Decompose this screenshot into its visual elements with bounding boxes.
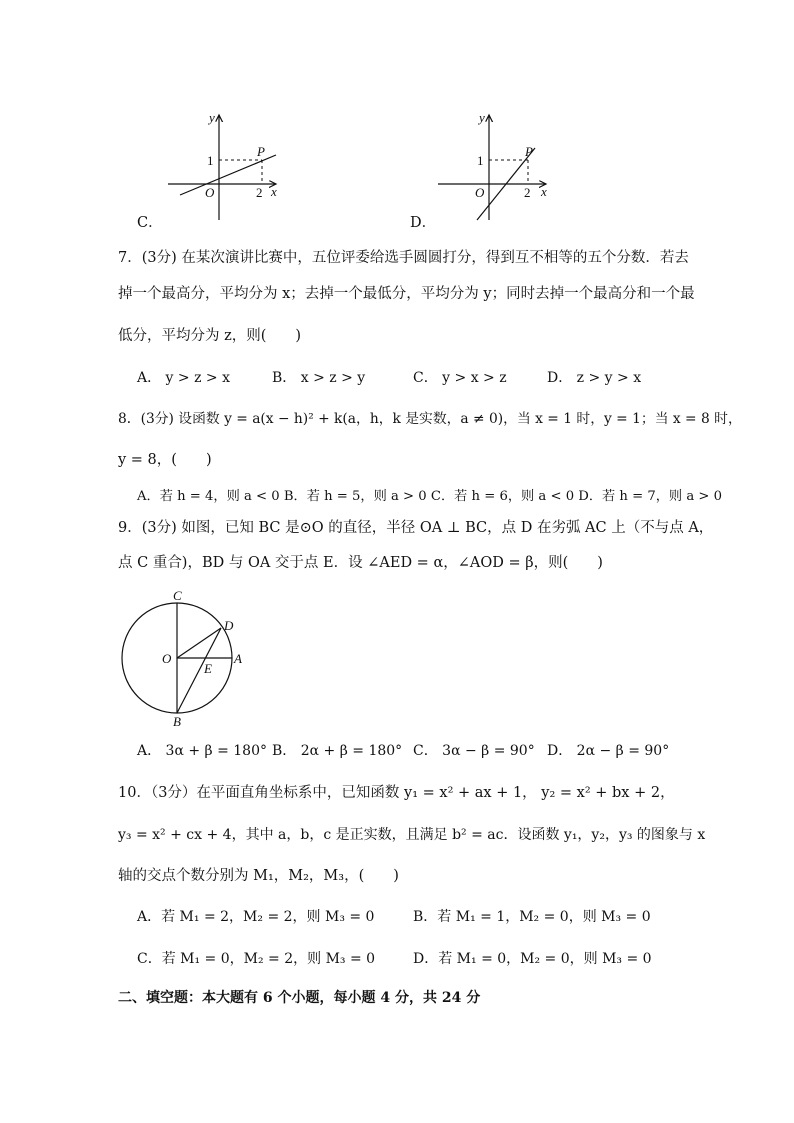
q10-line-3: 轴的交点个数分别为 M₁，M₂，M₃，( ) (118, 868, 399, 884)
point-c-label: C (173, 588, 182, 603)
q9-option-c: C． 3α − β = 90° (413, 743, 535, 759)
q7-option-d: D． z > y > x (547, 370, 642, 386)
q7-line-1: 7．(3分) 在某次演讲比赛中，五位评委给选手圆圆打分，得到互不相等的五个分数．若去 (118, 250, 689, 266)
tick-two-label: 2 (524, 185, 531, 200)
circle-figure (118, 585, 258, 730)
point-b-label: B (173, 714, 181, 729)
option-c-label: C． (137, 215, 163, 231)
segment-bd (177, 628, 221, 713)
point-p-label: P (525, 144, 533, 159)
graph-option-d (430, 105, 560, 225)
point-o-label: O (162, 651, 172, 666)
q9-option-b: B． 2α + β = 180° (272, 743, 403, 759)
q10-line-2: y₃ = x² + cx + 4，其中 a，b，c 是正实数，且满足 b² = ac．设函数 y₁，y₂，y₃ 的图象与 x (118, 827, 706, 843)
point-a-label: A (234, 651, 242, 666)
q10-option-a: A．若 M₁ = 2，M₂ = 2，则 M₃ = 0 (137, 909, 375, 925)
origin-label: O (205, 185, 215, 200)
tick-one-label: 1 (207, 153, 214, 168)
y-label: y (209, 110, 215, 125)
origin-label: O (475, 185, 485, 200)
q9-line-2: 点 C 重合)，BD 与 OA 交于点 E．设 ∠AED = α，∠AOD = β，则( ) (118, 555, 603, 571)
q10-option-d: D．若 M₁ = 0，M₂ = 0，则 M₃ = 0 (413, 951, 652, 967)
q9-option-a: A． 3α + β = 180° (137, 743, 267, 759)
q9-line-1: 9．(3分) 如图，已知 BC 是⊙O 的直径，半径 OA ⊥ BC，点 D 在劣弧 AC 上（不与点 A， (118, 520, 714, 536)
q10-option-c: C．若 M₁ = 0，M₂ = 2，则 M₃ = 0 (137, 951, 376, 967)
q7-option-a: A． y > z > x (137, 370, 231, 386)
tick-one-label: 1 (477, 153, 484, 168)
q7-line-3: 低分，平均分为 z，则( ) (118, 328, 302, 344)
q8-line-2: y = 8，( ) (118, 452, 212, 468)
q8-options: A．若 h = 4，则 a < 0 B．若 h = 5，则 a > 0 C．若 h = 6，则 a < 0 D．若 h = 7，则 a > 0 (137, 489, 723, 504)
x-label: x (271, 184, 277, 199)
q10-option-b: B．若 M₁ = 1，M₂ = 0，则 M₃ = 0 (413, 909, 651, 925)
q7-option-c: C． y > x > z (413, 370, 507, 386)
q9-option-d: D． 2α − β = 90° (547, 743, 670, 759)
point-d-label: D (224, 618, 234, 633)
q8-line-1: 8．(3分) 设函数 y = a(x − h)² + k(a，h，k 是实数，a ≠ 0)，当 x = 1 时，y = 1；当 x = 8 时， (118, 411, 742, 427)
option-d-label: D． (410, 215, 437, 231)
q7-option-b: B． x > z > y (272, 370, 366, 386)
x-label: x (541, 184, 547, 199)
y-label: y (479, 110, 485, 125)
segment-od (177, 628, 221, 658)
q10-line-1: 10．（3分）在平面直角坐标系中，已知函数 y₁ = x² + ax + 1， y₂ = x² + bx + 2， (118, 785, 675, 801)
point-p-label: P (257, 144, 265, 159)
tick-two-label: 2 (256, 185, 263, 200)
section-2-heading: 二、填空题：本大题有 6 个小题，每小题 4 分，共 24 分 (118, 990, 481, 1006)
graph-option-c (160, 105, 290, 225)
q7-line-2: 掉一个最高分，平均分为 x；去掉一个最低分，平均分为 y；同时去掉一个最高分和一个最 (118, 286, 695, 302)
point-e-label: E (204, 661, 212, 676)
